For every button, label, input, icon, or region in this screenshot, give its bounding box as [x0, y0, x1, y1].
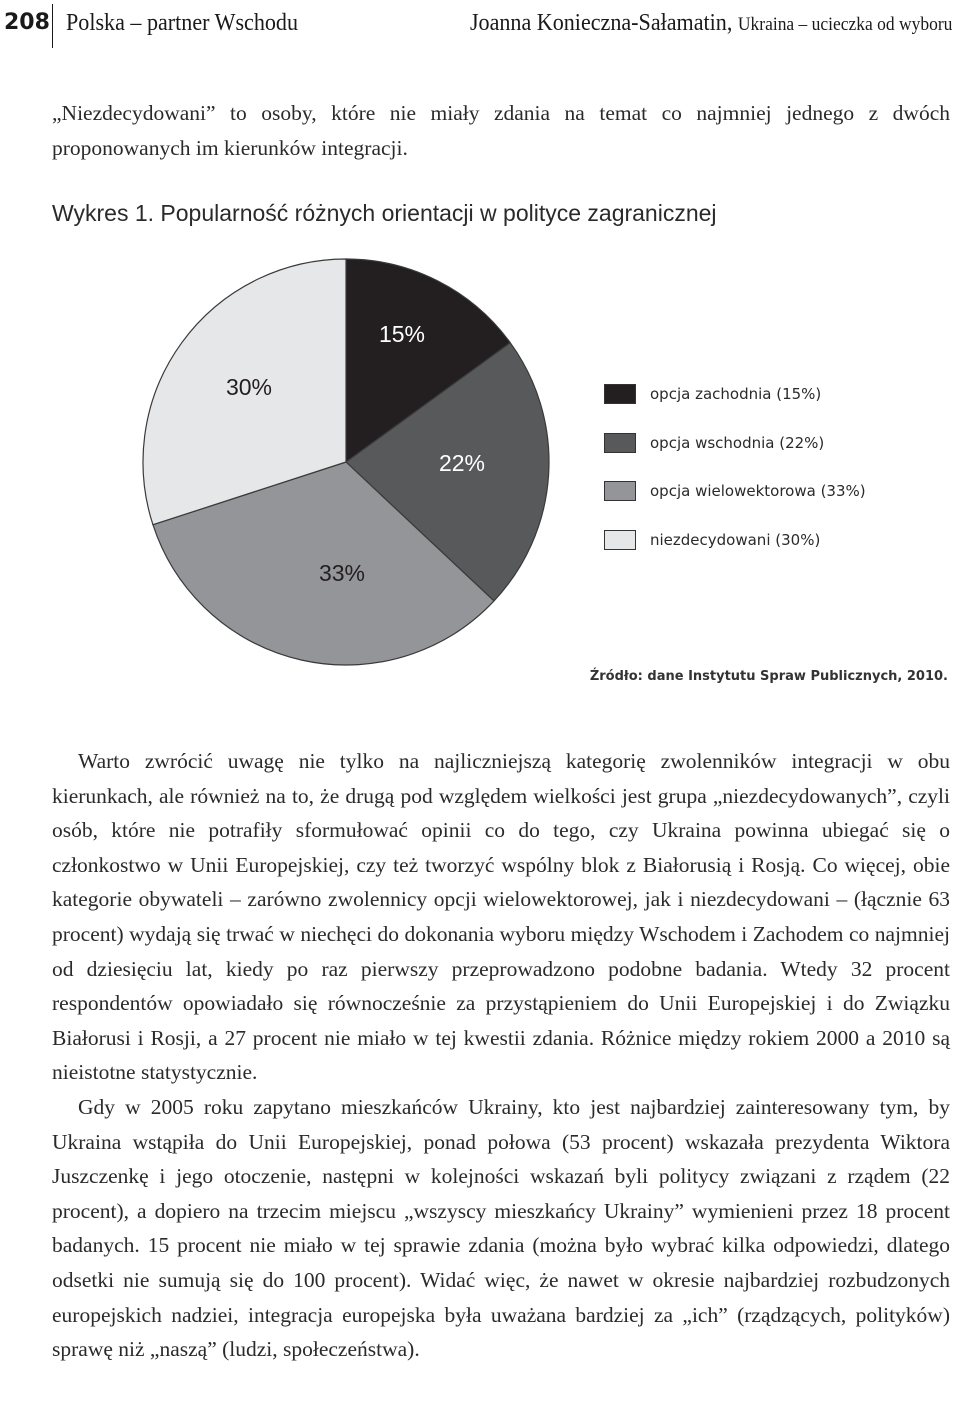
- legend-swatch: [604, 530, 636, 550]
- legend-label: opcja wielowektorowa (33%): [650, 482, 866, 501]
- paragraph: Warto zwrócić uwagę nie tylko na najliczniejszą kategorię zwolenników integracji w obu kierunkach, ale również na to, że drugą pod względem wielkości jest grupa „niezdecydowanych”, czyli osób, które nie potrafiły sformułować opinii co do tego, czy Ukraina powinna ubiegać się o członkostwo w Unii Europejskiej, czy też tworzyć wspólny blok z Białorusią i Rosją. Co więcej, obie kategorie obywateli – zarówno zwolennicy opcji wielowektorowej, jak i niezdecydowani – (łącznie 63 procent) wydają się trwać w niechęci do dokonania wyboru między Wschodem i Zachodem co najmniej od dziesięciu lat, kiedy po raz pierwszy przeprowadzono podobne badania. Wtedy 32 procent respondentów opowiadało się równocześnie za przystąpieniem do Unii Europejskiej i do Związku Białorusi i Rosji, a 27 procent nie miało w tej kwestii zdania. Różnice między rokiem 2000 a 2010 są nieistotne statystycznie.: [52, 749, 950, 1085]
- intro-paragraph: „Niezdecydowani” to osoby, które nie miały zdania na temat co najmniej jednego z dwóch proponowanych im kierunków integracji.: [52, 101, 950, 160]
- page-number: 208: [4, 10, 50, 35]
- legend-label: opcja wschodnia (22%): [650, 433, 825, 452]
- slice-data-label: 15%: [378, 321, 426, 348]
- slice-data-label: 22%: [438, 450, 486, 477]
- body-paragraphs: [52, 744, 950, 1367]
- legend-item: [604, 467, 866, 516]
- slice-data-label: 30%: [225, 374, 273, 401]
- legend-swatch: [604, 384, 636, 404]
- running-chapter: Ukraina – ucieczka od wyboru: [737, 14, 952, 35]
- legend-swatch: [604, 433, 636, 453]
- legend-item: [604, 370, 866, 419]
- paragraph: Gdy w 2005 roku zapytano mieszkańców Ukrainy, kto jest najbardziej zainteresowany tym, by Ukraina wstąpiła do Unii Europejskiej, ponad połowa (53 procent) wskazała prezydenta Wiktora Juszczenkę i jego otoczenie, następni w kolejności wskazań byli politycy związani z rządem (22 procent), a dopiero na trzecim miejscu „wszyscy mieszkańcy Ukrainy” wymienieni przez 18 procent badanych. 15 procent nie miało w tej sprawie zdania (można było wybrać kilka odpowiedzi, dlatego odsetki nie sumują się do 100 procent). Widać więc, że nawet w okresie najbardziej rozbudzonych europejskich nadziei, integracja europejska była uważana bardziej za „ich” (rządzących, polityków) sprawę niż „naszą” (ludzi, społeczeństwa).: [52, 1094, 950, 1362]
- running-author: Joanna Konieczna-Sałamatin,: [469, 10, 732, 36]
- figure-title: Wykres 1. Popularność różnych orientacji w polityce zagranicznej: [52, 200, 717, 226]
- legend-swatch: [604, 481, 636, 501]
- slice-data-label: 33%: [318, 560, 366, 587]
- legend-item: [604, 419, 866, 468]
- legend-label: opcja zachodnia (15%): [650, 385, 822, 404]
- figure-source: Źródło: dane Instytutu Spraw Publicznych, 2010.: [589, 669, 948, 684]
- chart-legend: [604, 370, 866, 564]
- running-title-left: Polska – partner Wschodu: [66, 10, 299, 36]
- legend-label: niezdecydowani (30%): [650, 530, 821, 549]
- legend-item: [604, 516, 866, 565]
